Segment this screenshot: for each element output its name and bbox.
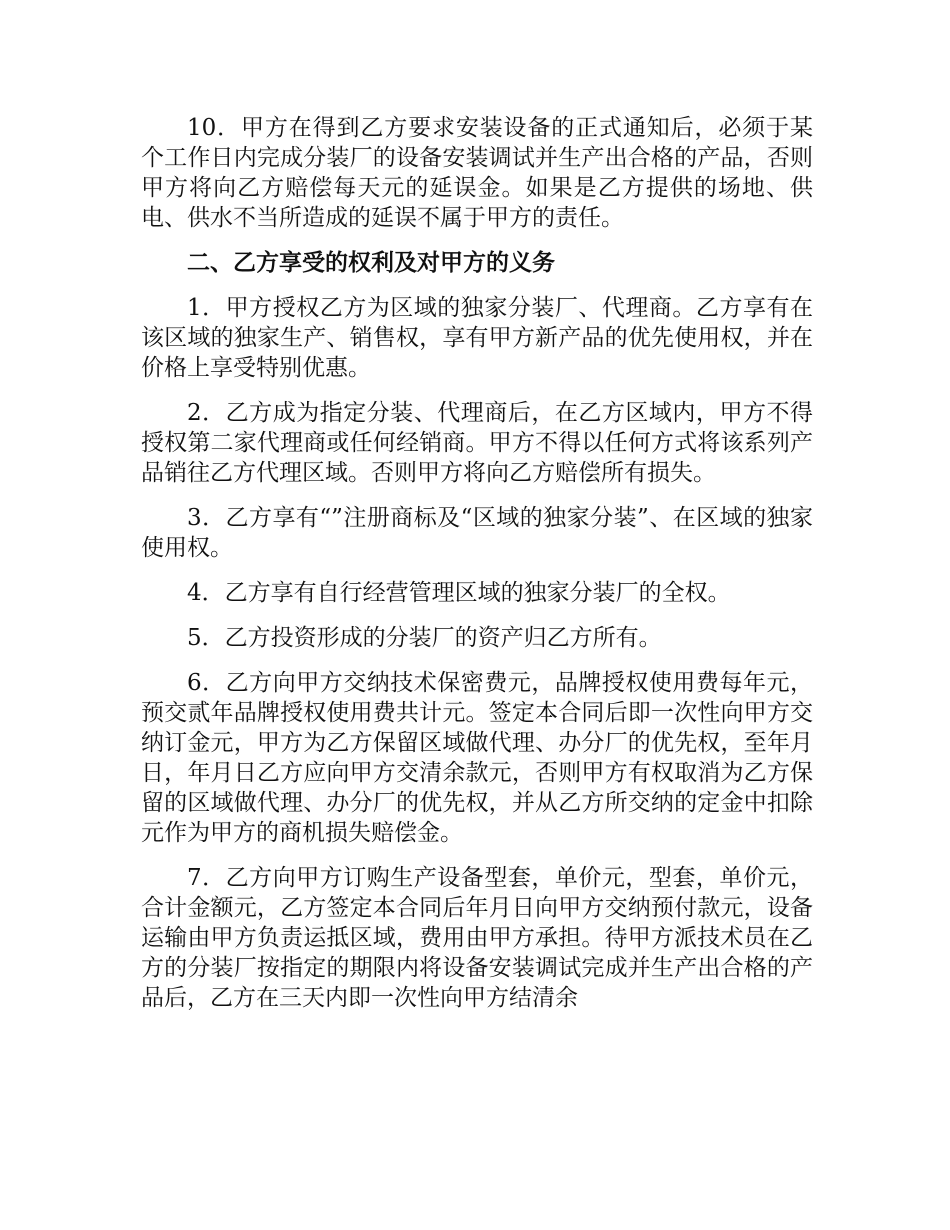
clause-2-paragraph: 2．乙方成为指定分装、代理商后，在乙方区域内，甲方不得授权第二家代理商或任何经销商。甲方不得以任何方式将该系列产品销往乙方代理区域。否则甲方将向乙方赔偿所有损失。 — [141, 400, 813, 486]
clause-7-paragraph: 7．乙方向甲方订购生产设备型套，单价元，型套，单价元，合计金额元，乙方签定本合同后年月日向甲方交纳预付款元，设备运输由甲方负责运抵区域，费用由甲方承担。待甲方派技术员在乙方的分装厂按指定的期限内将设备安装调试完成并生产出合格的产品后，乙方在三天内即一次性向甲方结清余 — [141, 865, 813, 1011]
section-heading: 二、乙方享受的权利及对甲方的义务 — [187, 249, 555, 276]
clause-3-paragraph: 3．乙方享有“”注册商标及“区域的独家分装”、在区域的独家使用权。 — [141, 505, 813, 561]
clause-6-paragraph: 6．乙方向甲方交纳技术保密费元，品牌授权使用费每年元，预交贰年品牌授权使用费共计元。签定本合同后即一次性向甲方交纳订金元，甲方为乙方保留区域做代理、办分厂的优先权，至年月日，年月日乙方应向甲方交清余款元，否则甲方有权取消为乙方保留的区域做代理、办分厂的优先权，并从乙方所交纳的定金中扣除元作为甲方的商机损失赔偿金。 — [141, 670, 813, 846]
clause-10-paragraph: 10．甲方在得到乙方要求安装设备的正式通知后，必须于某个工作日内完成分装厂的设备安装调试并生产出合格的产品，否则甲方将向乙方赔偿每天元的延误金。如果是乙方提供的场地、供电、供水不当所造成的延误不属于甲方的责任。 — [141, 115, 813, 231]
clause-5-paragraph: 5．乙方投资形成的分装厂的资产归乙方所有。 — [187, 625, 662, 651]
clause-4-paragraph: 4．乙方享有自行经营管理区域的独家分装厂的全权。 — [187, 580, 731, 606]
clause-1-paragraph: 1．甲方授权乙方为区域的独家分装厂、代理商。乙方享有在该区域的独家生产、销售权，享有甲方新产品的优先使用权，并在价格上享受特别优惠。 — [141, 295, 813, 381]
document-page — [141, 113, 813, 1028]
